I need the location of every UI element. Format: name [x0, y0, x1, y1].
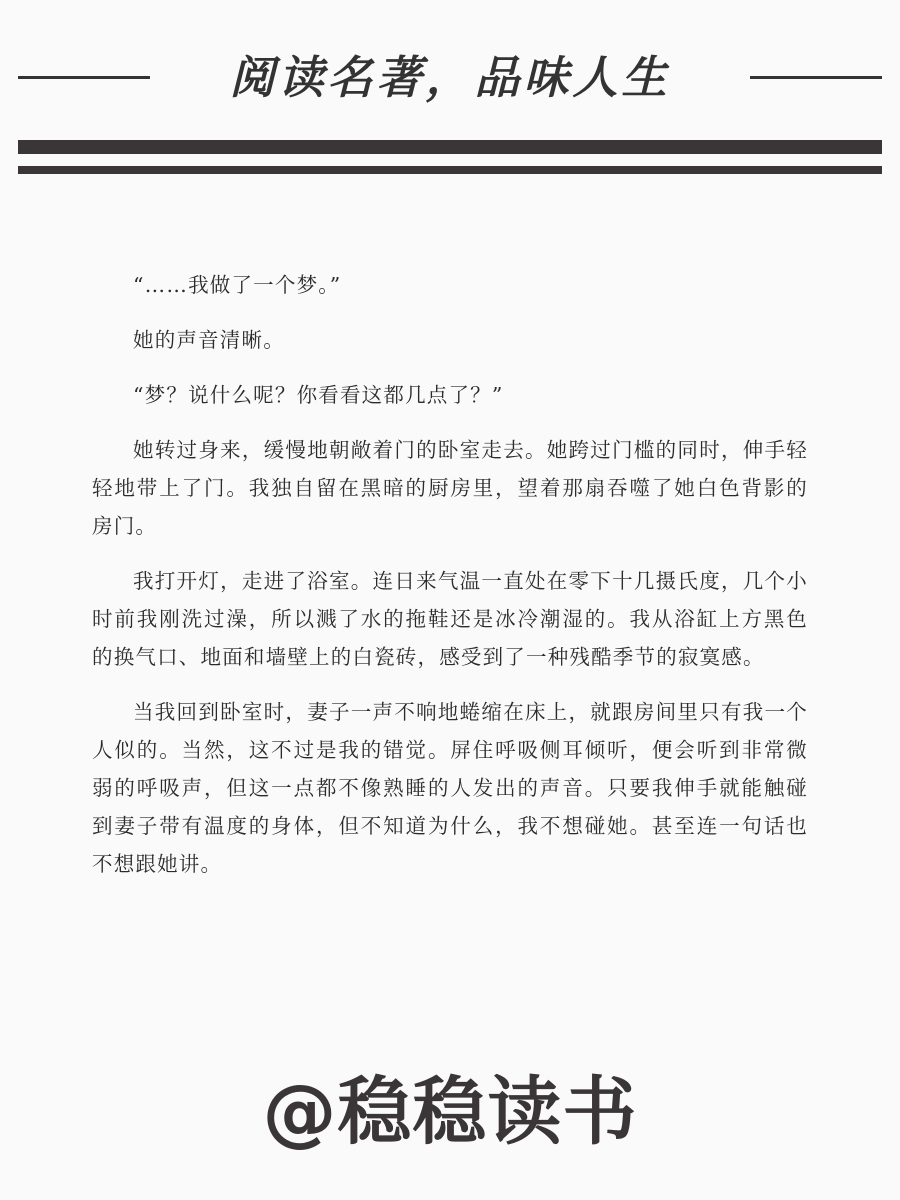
- header-left-rule: [18, 76, 150, 79]
- header-banner: [18, 48, 882, 108]
- header-right-rule: [750, 76, 882, 79]
- author-signature: @稳稳读书: [262, 1069, 638, 1155]
- divider-thin: [18, 166, 882, 174]
- divider-thick: [18, 140, 882, 154]
- header-title: 阅读名著，品味人生: [229, 51, 671, 104]
- article-body: [92, 266, 808, 900]
- paragraph-6: 当我回到卧室时，妻子一声不响地蜷缩在床上，就跟房间里只有我一个人似的。当然，这不过是我的错觉。屏住呼吸侧耳倾听，便会听到非常微弱的呼吸声，但这一点都不像熟睡的人发出的声音。只要我伸手就能触碰到妻子带有温度的身体，但不知道为什么，我不想碰她。甚至连一句话也不想跟她讲。: [92, 700, 808, 876]
- paragraph-5: 我打开灯，走进了浴室。连日来气温一直处在零下十几摄氏度，几个小时前我刚洗过澡，所以溅了水的拖鞋还是冰冷潮湿的。我从浴缸上方黑色的换气口、地面和墙壁上的白瓷砖，感受到了一种残酷季节的寂寞感。: [92, 569, 808, 669]
- paragraph-3: “梦？说什么呢？你看看这都几点了？”: [133, 383, 504, 407]
- paragraph-4: 她转过身来，缓慢地朝敞着门的卧室走去。她跨过门槛的同时，伸手轻轻地带上了门。我独自留在黑暗的厨房里，望着那扇吞噬了她白色背影的房门。: [92, 438, 808, 538]
- paragraph-1: “……我做了一个梦。”: [133, 273, 342, 297]
- paragraph-2: 她的声音清晰。: [133, 328, 285, 352]
